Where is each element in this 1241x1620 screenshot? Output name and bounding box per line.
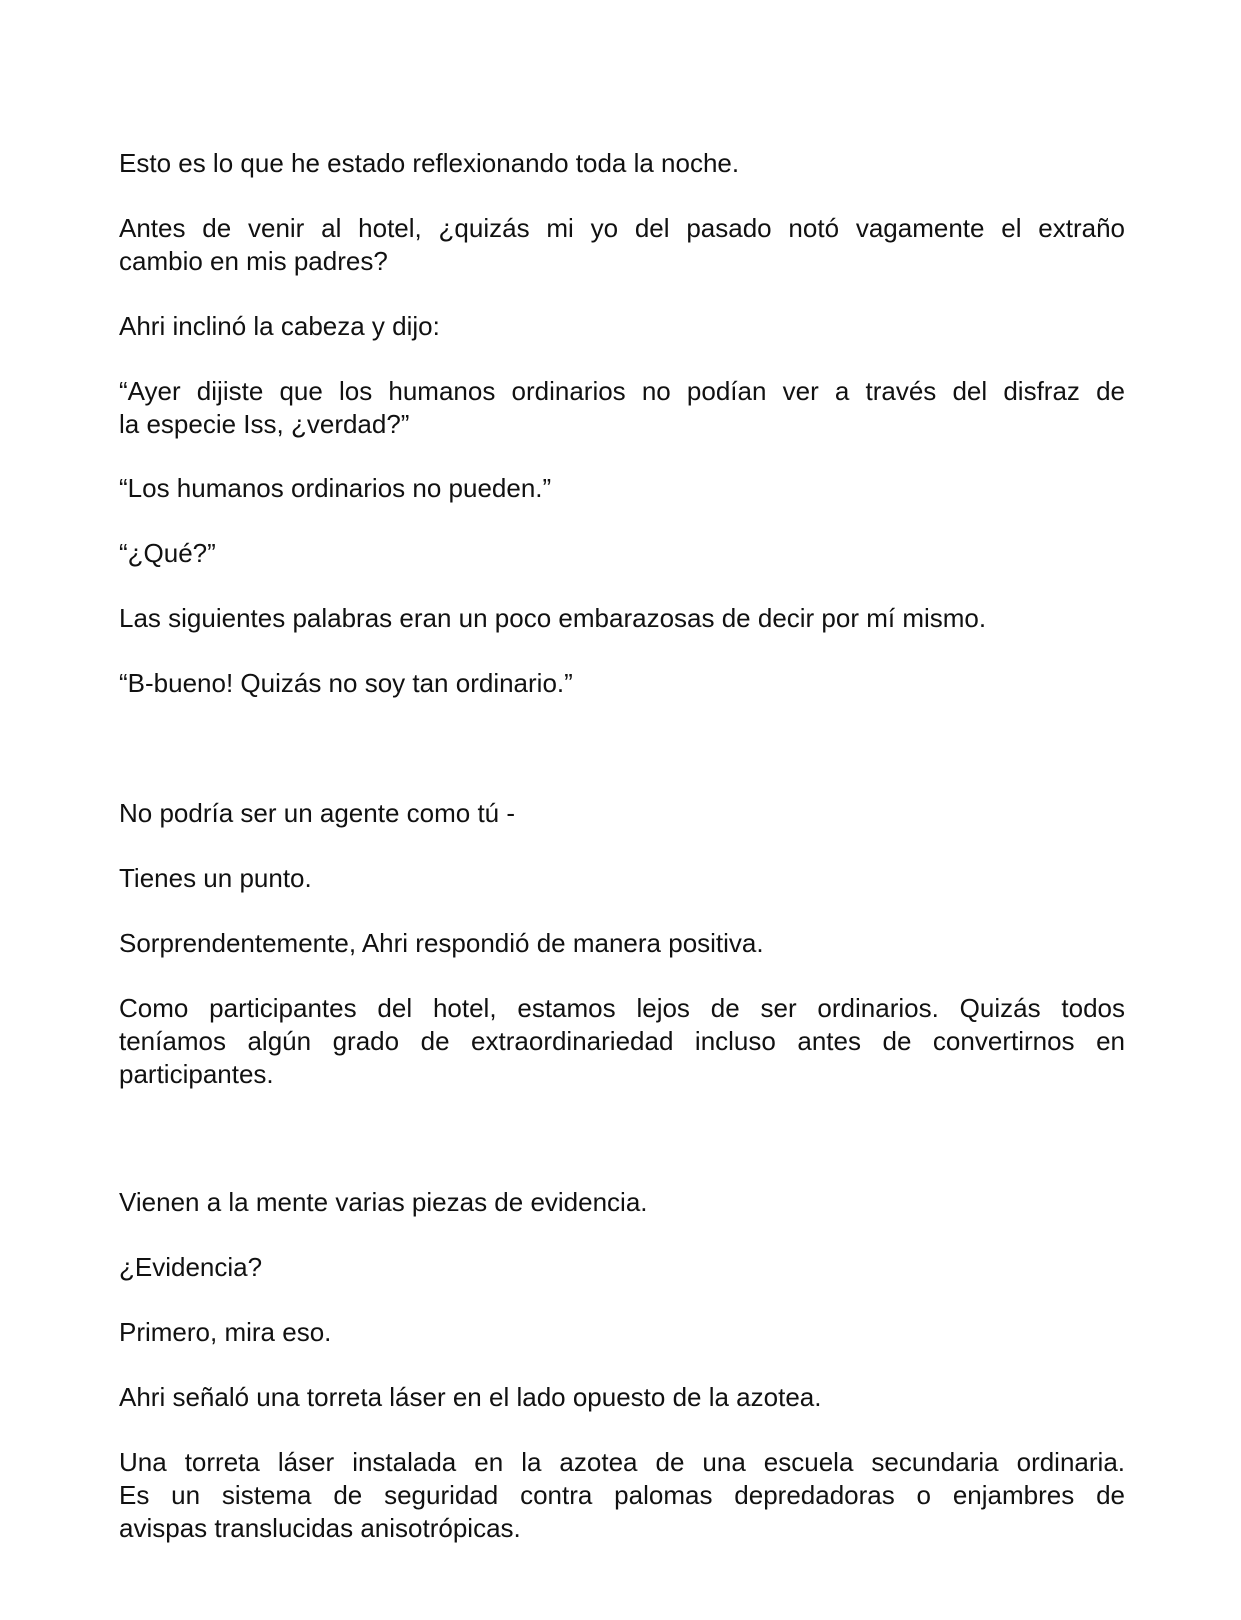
paragraph-line: Sorprendentemente, Ahri respondió de manera positiva. xyxy=(119,928,764,958)
paragraph-15 xyxy=(119,1316,1125,1349)
paragraph-line: “¿Qué?” xyxy=(119,538,216,568)
paragraph-4 xyxy=(119,375,1125,441)
paragraph-9 xyxy=(119,797,1125,830)
paragraph-14 xyxy=(119,1251,1125,1284)
paragraph-11 xyxy=(119,927,1125,960)
paragraph-line: avispas translucidas anisotrópicas. xyxy=(119,1513,521,1543)
paragraph-line: Como participantes del hotel, estamos lejos de ser ordinarios. Quizás todos xyxy=(119,993,1125,1023)
paragraph-line: “Ayer dijiste que los humanos ordinarios no podían ver a través del disfraz de xyxy=(119,376,1125,406)
paragraph-line: Las siguientes palabras eran un poco embarazosas de decir por mí mismo. xyxy=(119,603,987,633)
paragraph-line: Una torreta láser instalada en la azotea de una escuela secundaria ordinaria. xyxy=(119,1447,1125,1477)
paragraph-6 xyxy=(119,537,1125,570)
paragraph-17 xyxy=(119,1446,1125,1545)
paragraph-3 xyxy=(119,310,1125,343)
paragraph-line: Tienes un punto. xyxy=(119,863,312,893)
paragraph-line: No podría ser un agente como tú - xyxy=(119,798,516,828)
paragraph-16 xyxy=(119,1381,1125,1414)
paragraph-line: teníamos algún grado de extraordinariedad incluso antes de convertirnos en xyxy=(119,1026,1125,1056)
paragraph-5 xyxy=(119,472,1125,505)
paragraph-2 xyxy=(119,212,1125,278)
paragraph-line: la especie Iss, ¿verdad?” xyxy=(119,409,410,439)
paragraph-line: “B-bueno! Quizás no soy tan ordinario.” xyxy=(119,668,573,698)
paragraph-line: participantes. xyxy=(119,1059,274,1089)
paragraph-10 xyxy=(119,862,1125,895)
paragraph-12 xyxy=(119,992,1125,1091)
paragraph-line: Esto es lo que he estado reflexionando toda la noche. xyxy=(119,148,740,178)
paragraph-line: cambio en mis padres? xyxy=(119,246,388,276)
paragraph-line: Ahri inclinó la cabeza y dijo: xyxy=(119,311,440,341)
paragraph-8 xyxy=(119,667,1125,700)
paragraph-line: Vienen a la mente varias piezas de evidencia. xyxy=(119,1187,648,1217)
paragraph-line: Es un sistema de seguridad contra palomas depredadoras o enjambres de xyxy=(119,1480,1125,1510)
paragraph-line: “Los humanos ordinarios no pueden.” xyxy=(119,473,552,503)
paragraph-line: Primero, mira eso. xyxy=(119,1317,332,1347)
paragraph-13 xyxy=(119,1186,1125,1219)
paragraph-line: ¿Evidencia? xyxy=(119,1252,263,1282)
paragraph-line: Ahri señaló una torreta láser en el lado opuesto de la azotea. xyxy=(119,1382,822,1412)
paragraph-1 xyxy=(119,147,1125,180)
paragraph-line: Antes de venir al hotel, ¿quizás mi yo del pasado notó vagamente el extraño xyxy=(119,213,1125,243)
paragraph-7 xyxy=(119,602,1125,635)
